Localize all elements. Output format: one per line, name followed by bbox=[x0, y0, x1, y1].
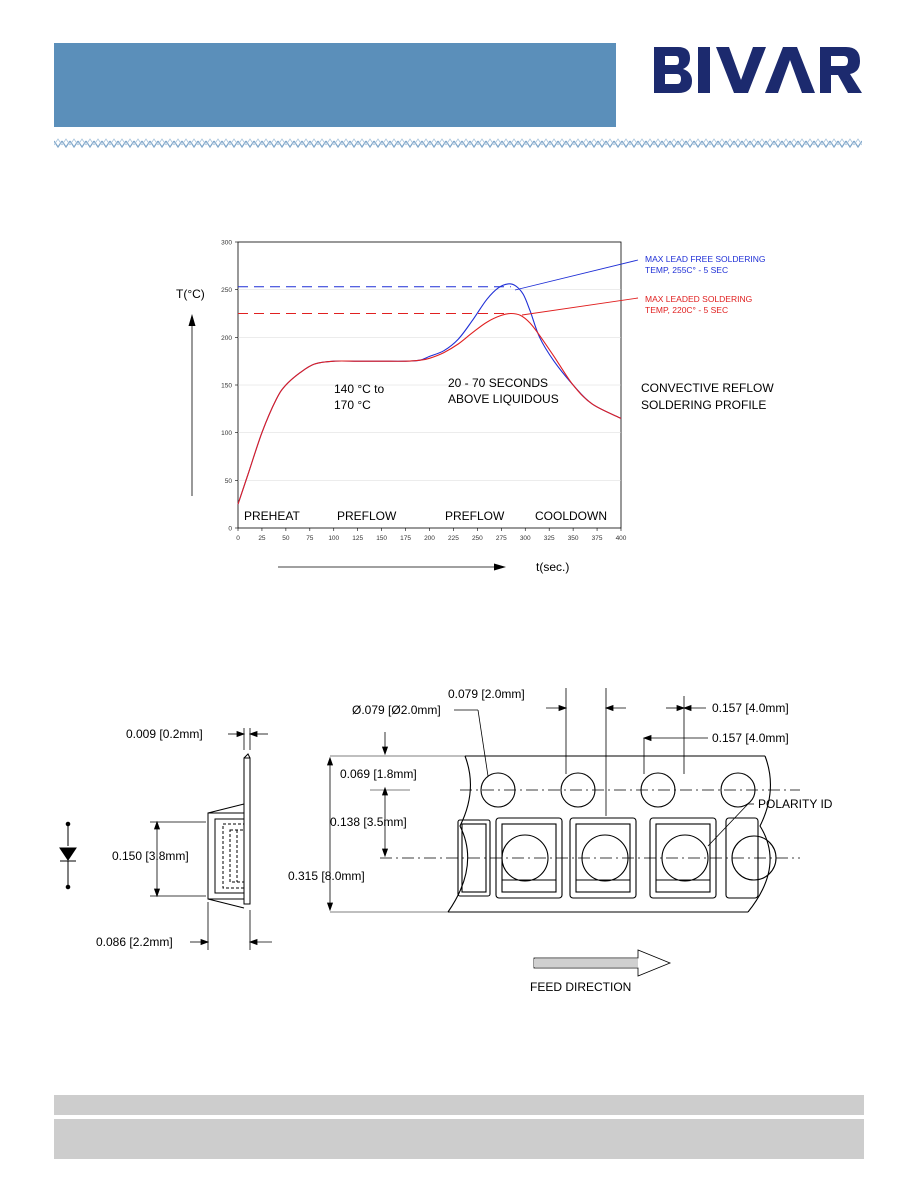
dim-hole-offset: 0.079 [2.0mm] bbox=[448, 687, 525, 701]
dim-center-offset: 0.138 [3.5mm] bbox=[330, 815, 407, 829]
x-tick-label: 275 bbox=[495, 535, 507, 542]
dim-thickness: 0.009 [0.2mm] bbox=[126, 727, 203, 741]
y-tick-label: 100 bbox=[221, 430, 232, 438]
dim-hole-dia: Ø.079 [Ø2.0mm] bbox=[352, 703, 441, 717]
footer-bar-top bbox=[54, 1095, 864, 1115]
x-tick-label: 200 bbox=[424, 535, 435, 542]
y-tick-label: 0 bbox=[228, 525, 232, 533]
lead-free-series-line bbox=[238, 284, 621, 504]
series-layer bbox=[238, 284, 621, 504]
leaded-note-line-1: MAX LEADED SOLDERING bbox=[645, 294, 753, 304]
header-band bbox=[54, 43, 616, 127]
y-axis-arrow bbox=[189, 314, 196, 496]
x-tick-label: 175 bbox=[400, 535, 411, 542]
liquidous-line-1: 20 - 70 SECONDS bbox=[448, 376, 549, 390]
dim-body-height: 0.150 [3.8mm] bbox=[112, 849, 189, 863]
dim-depth: 0.086 [2.2mm] bbox=[96, 935, 173, 949]
x-tick-label: 250 bbox=[471, 535, 483, 542]
profile-dimensions bbox=[150, 728, 272, 950]
x-tick-label: 50 bbox=[282, 535, 290, 542]
phase-preheat: PREHEAT bbox=[244, 509, 300, 523]
x-tick-label: 300 bbox=[519, 535, 531, 542]
diode-symbol bbox=[60, 822, 76, 889]
footer-bar-bottom bbox=[54, 1119, 864, 1159]
x-ticks bbox=[236, 528, 627, 542]
reference-lines bbox=[238, 287, 511, 314]
dim-hole-edge: 0.069 [1.8mm] bbox=[340, 767, 417, 781]
feed-direction-label: FEED DIRECTION bbox=[530, 980, 632, 994]
polarity-label: POLARITY ID bbox=[758, 797, 833, 811]
phase-cooldown: COOLDOWN bbox=[535, 509, 607, 523]
chart-title-line-1: CONVECTIVE REFLOW bbox=[641, 381, 774, 395]
x-axis-arrow bbox=[278, 564, 506, 571]
y-tick-label: 250 bbox=[221, 287, 232, 295]
dim-tape-width: 0.315 [8.0mm] bbox=[288, 869, 365, 883]
y-tick-label: 300 bbox=[221, 239, 232, 247]
phase-preflow-1: PREFLOW bbox=[337, 509, 397, 523]
brand-text: BIVAR bbox=[650, 44, 653, 45]
x-tick-label: 25 bbox=[258, 535, 266, 542]
tape-reel-drawing bbox=[40, 680, 890, 1000]
y-axis-label: T(°C) bbox=[176, 287, 205, 301]
x-tick-label: 150 bbox=[376, 535, 388, 542]
chart-title-line-2: SOLDERING PROFILE bbox=[641, 398, 767, 412]
leader-lines bbox=[515, 260, 638, 315]
part-profile bbox=[208, 754, 250, 908]
tape-dimensions bbox=[328, 688, 755, 910]
x-tick-label: 100 bbox=[328, 535, 340, 542]
lead-free-note-line-1: MAX LEAD FREE SOLDERING bbox=[645, 254, 766, 264]
y-tick-label: 50 bbox=[224, 477, 232, 485]
y-tick-label: 150 bbox=[221, 382, 232, 390]
x-tick-label: 325 bbox=[543, 535, 555, 542]
x-tick-label: 0 bbox=[236, 535, 240, 542]
liquidous-line-2: ABOVE LIQUIDOUS bbox=[448, 392, 559, 406]
dim-pitch-a: 0.157 [4.0mm] bbox=[712, 701, 789, 715]
y-ticks bbox=[221, 240, 238, 533]
x-tick-label: 400 bbox=[615, 535, 627, 542]
bivar-logo bbox=[650, 44, 864, 96]
leaded-note-line-2: TEMP, 220C° - 5 SEC bbox=[645, 305, 729, 315]
x-tick-label: 350 bbox=[567, 535, 579, 542]
feed-arrow bbox=[534, 950, 670, 976]
header-divider bbox=[54, 138, 862, 150]
x-tick-label: 225 bbox=[448, 535, 459, 542]
x-axis-label: t(sec.) bbox=[536, 560, 570, 574]
chart-grid bbox=[238, 290, 621, 481]
reflow-chart bbox=[160, 228, 830, 588]
x-tick-label: 375 bbox=[591, 535, 603, 542]
preflow-temp-line-1: 140 °C to bbox=[334, 382, 385, 396]
leaded-series-line bbox=[238, 314, 621, 505]
y-tick-label: 200 bbox=[221, 334, 232, 342]
dim-pitch-b: 0.157 [4.0mm] bbox=[712, 731, 789, 745]
phase-preflow-2: PREFLOW bbox=[445, 509, 505, 523]
x-tick-label: 125 bbox=[352, 535, 364, 542]
lead-free-note-line-2: TEMP, 255C° - 5 SEC bbox=[645, 265, 729, 275]
preflow-temp-line-2: 170 °C bbox=[334, 398, 371, 412]
x-tick-label: 75 bbox=[306, 535, 314, 542]
